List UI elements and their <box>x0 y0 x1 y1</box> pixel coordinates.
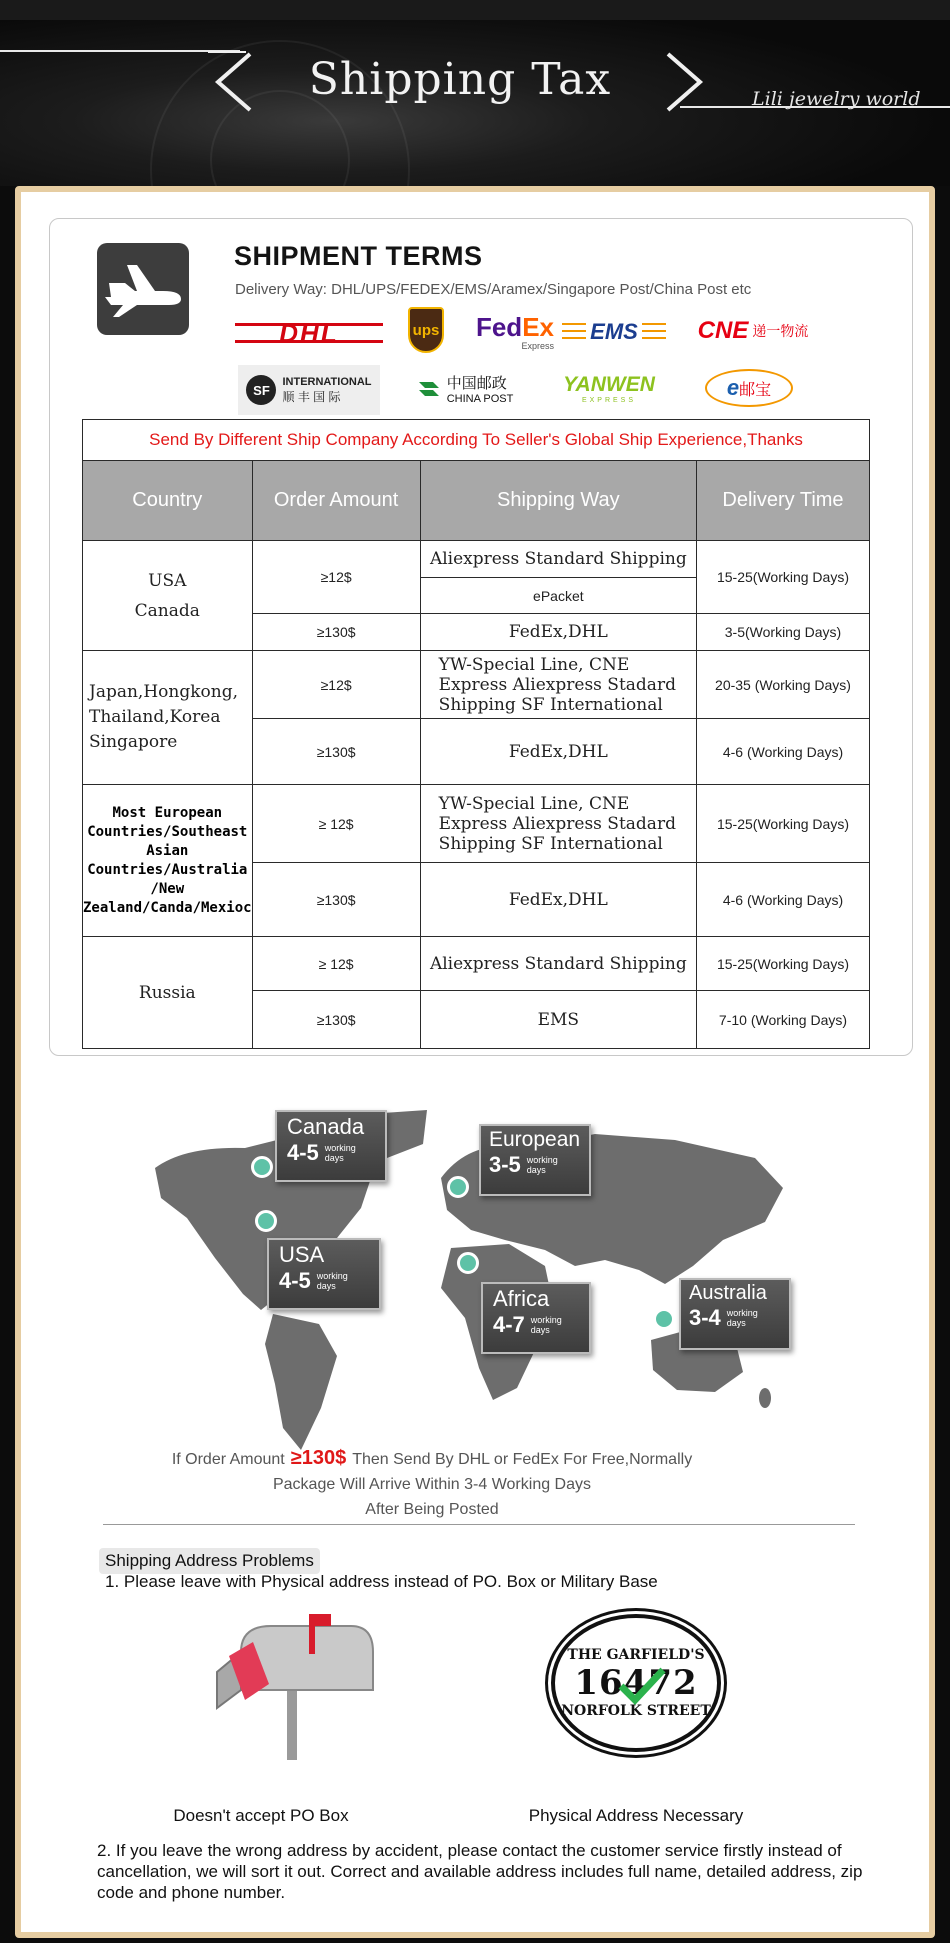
delivery-time-cell: 15-25(Working Days) <box>696 541 869 614</box>
country-cell: Russia <box>83 937 253 1049</box>
region-name: Australia <box>689 1282 767 1304</box>
yanwen-logo <box>553 367 665 409</box>
working-label: working <box>316 1271 348 1281</box>
region-canada <box>275 1110 387 1182</box>
amount-cell: ≥130$ <box>252 614 420 651</box>
content-card <box>15 186 935 1938</box>
amount-cell: ≥ 12$ <box>252 937 420 991</box>
shipping-way-cell: YW-Special Line, CNE Express Aliexpress Stadard Shipping SF International <box>420 651 696 719</box>
region-name: European <box>489 1128 581 1151</box>
country-cell <box>83 541 253 651</box>
header-country: Country <box>83 461 253 541</box>
epacket-logo <box>705 369 793 407</box>
region-name: Canada <box>287 1114 365 1139</box>
shipping-way-cell: Aliexpress Standard Shipping <box>420 541 696 578</box>
region-range: 3-4 <box>689 1305 721 1330</box>
caption-physical-address: Physical Address Necessary <box>528 1806 744 1825</box>
china-post-emblem-icon <box>417 376 441 400</box>
sf-mark-text: SF <box>253 382 270 398</box>
dhl-text: DHL <box>279 317 339 348</box>
ems-text: EMS <box>586 319 642 345</box>
terms-title: SHIPMENT TERMS <box>234 241 483 271</box>
china-post-logo <box>400 367 530 409</box>
shipping-way-cell: ePacket <box>420 578 696 614</box>
chevron-left-icon <box>208 50 258 114</box>
region-name: Africa <box>493 1286 550 1311</box>
sign-number: 16472 <box>574 1663 698 1703</box>
page-title: Shipping Tax <box>308 54 612 105</box>
sf-mark-icon <box>246 375 276 405</box>
table-row <box>83 937 870 991</box>
country-cell: Japan,Hongkong, Thailand,Korea Singapore <box>83 651 253 785</box>
days-label: days <box>530 1325 550 1335</box>
days-label: days <box>316 1281 336 1291</box>
caption-no-po-box: Doesn't accept PO Box <box>173 1806 349 1825</box>
map-pin-europe-icon <box>447 1176 469 1198</box>
header-banner <box>0 0 950 186</box>
region-australia <box>679 1278 791 1350</box>
region-range: 4-5 <box>279 1268 311 1293</box>
table-row <box>83 785 870 863</box>
promo-suffix: Then Send By DHL or FedEx For Free,Normally <box>352 1451 693 1468</box>
cne-logo <box>683 315 823 347</box>
street-sign <box>551 1614 721 1752</box>
delivery-time-cell: 7-10 (Working Days) <box>696 991 869 1049</box>
sf-en-text: INTERNATIONAL <box>282 375 372 388</box>
epacket-cn: 邮宝 <box>739 381 772 399</box>
delivery-time-cell: 15-25(Working Days) <box>696 785 869 863</box>
shipping-way-cell: YW-Special Line, CNE Express Aliexpress Stadard Shipping SF International <box>420 785 696 863</box>
shipping-way-cell: FedEx,DHL <box>420 719 696 785</box>
cne-cn-text: 递一物流 <box>752 323 809 339</box>
table-notice: Send By Different Ship Company According To Seller's Global Ship Experience,Thanks <box>83 420 870 461</box>
region-africa <box>481 1282 591 1354</box>
fedex-logo <box>468 309 554 355</box>
shipping-way-cell: EMS <box>420 991 696 1049</box>
header-delivery-time: Delivery Time <box>696 461 869 541</box>
region-name: USA <box>279 1242 325 1267</box>
amount-cell: ≥130$ <box>252 991 420 1049</box>
promo-line-3: After Being Posted <box>365 1501 499 1518</box>
map-pin-usa-icon <box>255 1210 277 1232</box>
table-notice-row <box>83 420 870 461</box>
cne-text: CNE <box>697 317 749 344</box>
working-label: working <box>324 1143 356 1153</box>
address-problems-title: Shipping Address Problems <box>99 1548 320 1574</box>
ups-logo <box>408 307 444 353</box>
shipping-way-cell: FedEx,DHL <box>420 863 696 937</box>
promo-prefix: If Order Amount <box>171 1451 285 1468</box>
country-usa: USA <box>148 570 187 591</box>
delivery-time-cell: 20-35 (Working Days) <box>696 651 869 719</box>
working-label: working <box>726 1308 758 1318</box>
days-label: days <box>324 1153 344 1163</box>
delivery-time-cell: 4-6 (Working Days) <box>696 719 869 785</box>
map-pin-africa-icon <box>457 1252 479 1274</box>
yanwen-text: YANWEN <box>563 372 655 396</box>
china-post-cn: 中国邮政 <box>446 374 507 392</box>
delivery-way-text: Delivery Way: DHL/UPS/FEDEX/EMS/Aramex/Singapore Post/China Post etc <box>235 281 752 298</box>
table-row <box>83 541 870 578</box>
fedex-ex: Ex <box>522 312 554 342</box>
world-map-graphic <box>75 1088 881 1458</box>
epacket-e: e <box>726 375 740 400</box>
delivery-time-cell: 15-25(Working Days) <box>696 937 869 991</box>
delivery-time-cell: 3-5(Working Days) <box>696 614 869 651</box>
divider <box>103 1524 855 1525</box>
yanwen-sub: EXPRESS <box>581 396 637 404</box>
shipping-way-cell: FedEx,DHL <box>420 614 696 651</box>
header-order-amount: Order Amount <box>252 461 420 541</box>
chevron-right-icon <box>660 50 710 114</box>
map-pin-canada-icon <box>251 1156 273 1178</box>
sf-cn-text: 顺 丰 国 际 <box>282 389 341 404</box>
fedex-fed: Fed <box>475 312 523 342</box>
header-line-left <box>0 50 240 52</box>
shipping-way-cell: Aliexpress Standard Shipping <box>420 937 696 991</box>
sign-bottom-text: NORFOLK STREET <box>561 1703 711 1719</box>
amount-cell: ≥12$ <box>252 541 420 614</box>
sign-top-text: THE GARFIELD'S <box>567 1647 705 1663</box>
brand-signature: Lili jewelry world <box>752 88 921 110</box>
shipping-table <box>82 419 870 1049</box>
amount-cell: ≥130$ <box>252 719 420 785</box>
address-point-1: 1. Please leave with Physical address instead of PO. Box or Military Base <box>105 1572 658 1591</box>
region-european <box>479 1124 591 1196</box>
region-usa <box>267 1238 381 1310</box>
table-header-row <box>83 461 870 541</box>
sf-international-logo <box>238 365 380 415</box>
working-label: working <box>530 1315 562 1325</box>
table-row <box>83 651 870 719</box>
country-cell: Most European Countries/Southeast Asian Countries/Australia /New Zealand/Canda/Mexioc <box>83 785 253 937</box>
address-point-2: 2. If you leave the wrong address by accident, please contact the customer service firstly instead of cancellation, we will sort it out. Correct and available address includes full name, detailed address, zip code and phone number. <box>97 1841 863 1902</box>
header-shipping-way: Shipping Way <box>420 461 696 541</box>
amount-cell: ≥ 12$ <box>252 785 420 863</box>
top-strip <box>0 0 950 20</box>
delivery-time-cell: 4-6 (Working Days) <box>696 863 869 937</box>
fedex-express: Express <box>521 341 554 351</box>
region-range: 4-7 <box>493 1312 525 1337</box>
promo-amount: ≥130$ <box>290 1447 347 1469</box>
days-label: days <box>726 1318 746 1328</box>
days-label: days <box>526 1165 546 1175</box>
mailbox-icon <box>211 1612 381 1762</box>
map-pin-australia-icon <box>653 1308 675 1330</box>
china-post-en: CHINA POST <box>446 392 514 405</box>
world-map <box>75 1088 881 1458</box>
dhl-logo <box>235 313 383 353</box>
airplane-icon <box>97 243 189 335</box>
amount-cell: ≥130$ <box>252 863 420 937</box>
amount-cell: ≥12$ <box>252 651 420 719</box>
shipment-terms-box <box>49 218 913 1056</box>
checkmark-icon <box>617 1666 667 1706</box>
region-range: 3-5 <box>489 1152 521 1177</box>
promo-line-2: Package Will Arrive Within 3-4 Working Days <box>272 1476 592 1493</box>
ups-text: ups <box>412 321 440 339</box>
working-label: working <box>526 1155 558 1165</box>
region-range: 4-5 <box>287 1140 319 1165</box>
ems-logo <box>562 317 666 347</box>
country-canada: Canada <box>134 600 200 621</box>
free-shipping-promo <box>87 1446 777 1522</box>
